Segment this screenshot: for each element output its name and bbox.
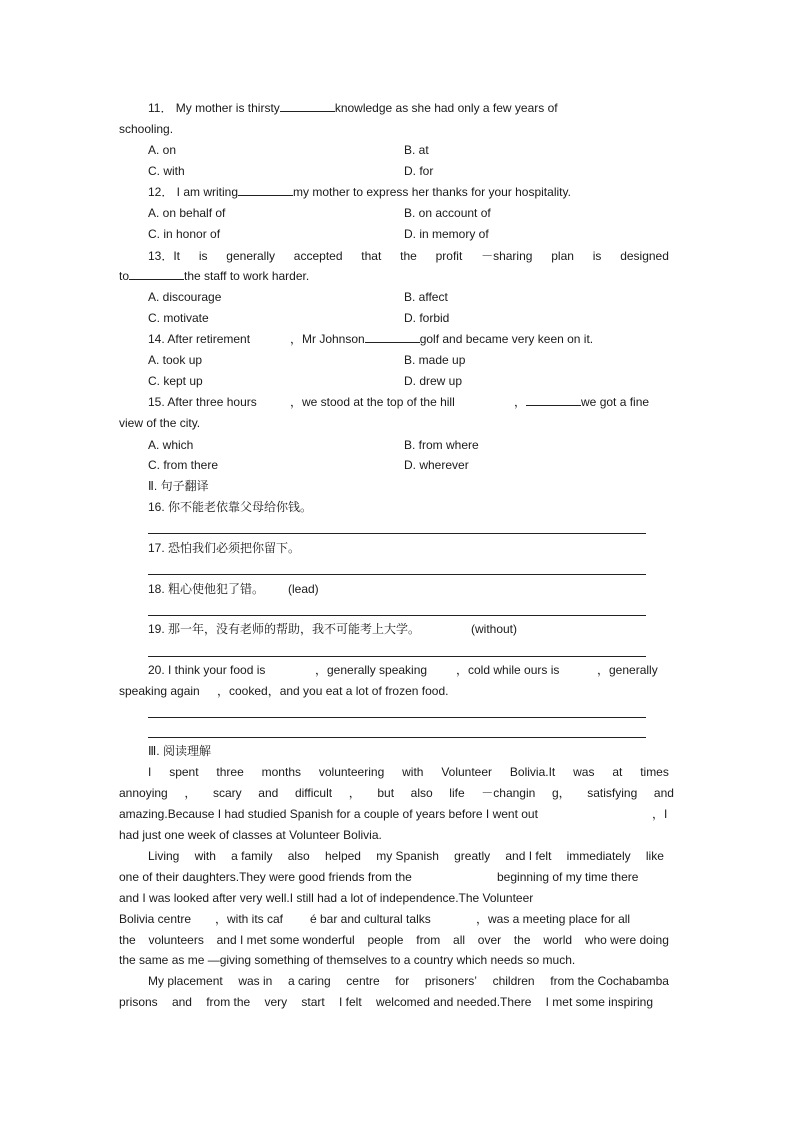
passage-word: at [612,765,623,779]
passage-word: like [645,849,664,863]
passage-line [119,785,674,801]
q19-hint: (without) [471,622,518,636]
passage-word: －changin [481,786,536,800]
q15-text-b: ，we stood at the top of the hill [290,395,455,409]
passage-word: with [402,765,424,779]
passage-word: times [640,765,669,779]
q13-word: accepted [293,249,343,263]
q14-option-a: A. took up [148,353,203,367]
q15-text-e: view of the city. [119,416,201,430]
q15-text-c: ， [514,395,527,409]
q17-prompt: 17. 恐怕我们必须把你留下。 [148,541,301,555]
q13-word: the [400,249,417,263]
passage-word: and [171,995,192,1009]
q13-text-d: the staff to work harder. [184,269,310,283]
passage-word: ， [184,786,197,800]
q14-text-b: ，Mr Johnson [290,332,365,346]
passage-word: from [416,933,441,947]
section-2-heading: Ⅱ. 句子翻译 [148,479,209,493]
passage-word: who were doing [584,933,669,947]
passage-word: also [410,786,433,800]
passage-word: also [287,849,310,863]
passage-line [148,764,669,780]
passage-word: volunteering [318,765,385,779]
passage-word: and [653,786,674,800]
passage-word: all [453,933,466,947]
q13-option-c: C. motivate [148,311,209,325]
q14-option-b: B. made up [404,353,466,367]
passage-word: annoying [119,786,168,800]
q11-text-a: 11． My mother is thirsty [148,101,280,115]
q11-option-d: D. for [404,164,434,178]
q12-option-a: A. on behalf of [148,206,226,220]
passage-text: ，with its caf [215,912,284,926]
passage-word: I felt [339,995,362,1009]
q15-text-a: 15. After three hours [148,395,257,409]
passage-word: was in [238,974,273,988]
passage-word: volunteers [148,933,204,947]
q13-blank [129,268,184,280]
passage-word: I met some inspiring [545,995,653,1009]
passage-word: and I felt [505,849,552,863]
q12-stem [148,184,571,200]
passage-word: Bolivia.It [509,765,556,779]
passage-line [119,994,653,1010]
q18-hint: (lead) [288,582,319,596]
q15-text-d: we got a fine [581,395,650,409]
passage-word: helped [324,849,361,863]
q13-stem-2 [119,268,309,284]
q11-stem [148,100,558,116]
passage-text: beginning of my time there [497,870,639,884]
passage-word: g， [551,786,571,800]
q20-answer-line-2[interactable] [148,737,646,738]
passage-text: the same as me —giving something of themselves to a country which needs so much. [119,953,576,967]
passage-word: world [543,933,573,947]
passage-word: over [477,933,502,947]
passage-word: people [367,933,404,947]
q12-option-c: C. in honor of [148,227,221,241]
q13-word: designed [620,249,669,263]
q20-answer-line-1[interactable] [148,717,646,718]
q17-answer-line[interactable] [148,574,646,575]
q12-blank [238,184,293,196]
q20-text-e: speaking again [119,684,200,698]
passage-word: difficult [294,786,333,800]
q13-option-d: D. forbid [404,311,450,325]
q16-answer-line[interactable] [148,533,646,534]
q15-stem-3 [514,394,649,410]
q15-option-a: A. which [148,438,194,452]
q15-blank [526,394,581,406]
passage-line [148,848,664,864]
q20-text-a: 20. I think your food is [148,663,266,677]
q11-text-b: knowledge as she had only a few years of [334,101,558,115]
q18-prompt: 18. 粗心使他犯了错。 [148,582,265,596]
passage-text: Bolivia centre [119,912,192,926]
passage-word: a caring [287,974,331,988]
passage-word: satisfying [587,786,638,800]
q13-word: 13．It [148,249,181,263]
passage-word: and [258,786,279,800]
passage-word: Volunteer [441,765,493,779]
passage-text: had just one week of classes at Volunteer Bolivia. [119,828,382,842]
q12-option-d: D. in memory of [404,227,489,241]
q11-blank [280,100,335,112]
q18-answer-line[interactable] [148,615,646,616]
passage-text: ，was a meeting place for all [476,912,631,926]
q19-answer-line[interactable] [148,656,646,657]
q13-stem [148,248,669,264]
q13-word: is [592,249,602,263]
passage-word: months [261,765,301,779]
passage-word: the [513,933,531,947]
passage-word: was [573,765,595,779]
passage-word: a family [231,849,273,863]
passage-word: very [264,995,288,1009]
q16-prompt: 16. 你不能老依靠父母给你钱。 [148,500,313,514]
q11-option-b: B. at [404,143,429,157]
q13-option-b: B. affect [404,290,448,304]
q13-word: plan [551,249,574,263]
q14-blank [365,331,420,343]
passage-text: and I was looked after very well.I still had a lot of independence.The Volunteer [119,891,534,905]
passage-word: from the [206,995,251,1009]
q14-option-d: D. drew up [404,374,463,388]
q11-text-c: schooling. [119,122,174,136]
q13-word: is [198,249,208,263]
q11-option-c: C. with [148,164,185,178]
passage-word: My placement [148,974,223,988]
passage-word: but [377,786,395,800]
passage-word: the [119,933,136,947]
passage-word: start [301,995,325,1009]
passage-word: from the Cochabamba [550,974,669,988]
section-3-heading: Ⅲ. 阅读理解 [148,744,211,758]
q20-text-f: ，cooked，and you eat a lot of frozen food. [217,684,449,698]
passage-word: scary [212,786,242,800]
q13-text-c: to [119,269,130,283]
q13-option-a: A. discourage [148,290,222,304]
q15-option-b: B. from where [404,438,479,452]
passage-text: ，I [652,807,668,821]
passage-word: for [395,974,410,988]
q14-text-a: 14. After retirement [148,332,251,346]
passage-word: with [194,849,216,863]
passage-line [119,932,669,948]
q11-option-a: A. on [148,143,177,157]
passage-word: my Spanish [376,849,439,863]
passage-word: I [148,765,152,779]
passage-word: prisoners’ [424,974,477,988]
q13-word: －sharing [481,249,533,263]
q12-text-a: 12． I am writing [148,185,239,199]
q13-word: profit [435,249,463,263]
passage-word: spent [169,765,199,779]
passage-word: prisons [119,995,158,1009]
passage-text: one of their daughters.They were good friends from the [119,870,412,884]
q14-text-c: golf and became very keen on it. [419,332,594,346]
passage-word: children [492,974,535,988]
passage-text: amazing.Because I had studied Spanish for a couple of years before I went out [119,807,538,821]
q14-stem-2 [290,331,593,347]
q15-option-d: D. wherever [404,458,469,472]
q20-text-c: ，cold while ours is [456,663,560,677]
q12-option-b: B. on account of [404,206,491,220]
passage-word: life [449,786,465,800]
passage-word: centre [346,974,380,988]
q20-text-d: ，generally [597,663,658,677]
q12-text-b: my mother to express her thanks for your hospitality. [293,185,571,199]
passage-word: three [216,765,244,779]
q20-text-b: ，generally speaking [315,663,428,677]
passage-word: Living [148,849,180,863]
q19-prompt: 19. 那一年，没有老师的帮助，我不可能考上大学。 [148,622,421,636]
passage-word: ， [348,786,361,800]
passage-text: é bar and cultural talks [310,912,431,926]
passage-word: greatly [454,849,491,863]
q13-word: generally [226,249,275,263]
passage-word: immediately [566,849,631,863]
passage-line [148,973,669,989]
q14-option-c: C. kept up [148,374,203,388]
passage-word: and I met some wonderful [216,933,355,947]
q13-word: that [361,249,382,263]
q15-option-c: C. from there [148,458,219,472]
passage-word: welcomed and needed.There [375,995,532,1009]
